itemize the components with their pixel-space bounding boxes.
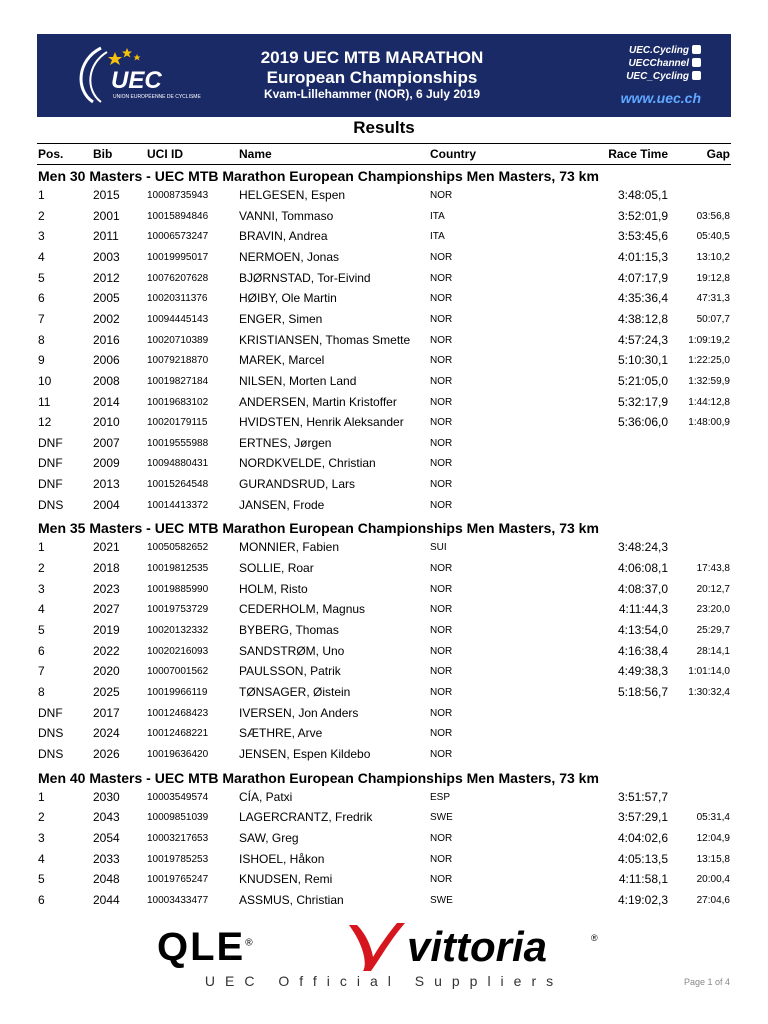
cell-name: ENGER, Simen [239, 311, 323, 326]
cell-race-time: 4:13:54,0 [617, 623, 668, 637]
table-row [0, 582, 768, 602]
table-row [0, 229, 768, 249]
cell-pos: 3 [38, 229, 45, 244]
cell-uci-id: 10019885990 [147, 583, 209, 595]
cell-pos: 6 [38, 643, 45, 658]
cell-pos: DNF [38, 435, 63, 450]
cell-bib: 2016 [93, 332, 120, 347]
cell-name: ISHOEL, Håkon [239, 851, 325, 866]
cell-name: IVERSEN, Jon Anders [239, 705, 359, 720]
cell-country: SWE [430, 812, 453, 824]
table-row [0, 852, 768, 872]
cell-country: NOR [430, 458, 453, 470]
cell-uci-id: 10019995017 [147, 251, 209, 263]
cell-pos: 6 [38, 892, 45, 907]
section-title: Men 30 Masters - UEC MTB Marathon European Championships Men Masters, 73 km [38, 168, 599, 184]
cell-race-time: 5:36:06,0 [617, 415, 668, 430]
cell-pos: 3 [38, 830, 45, 845]
cell-name: HELGESEN, Espen [239, 188, 346, 202]
cell-country: NOR [430, 728, 453, 740]
cell-uci-id: 10020132332 [147, 625, 209, 636]
banner-url[interactable]: www.uec.ch [620, 90, 701, 106]
cell-country: SWE [430, 894, 453, 906]
header-country: Country [430, 147, 476, 161]
cell-pos: 5 [38, 872, 45, 887]
cell-name: SAW, Greg [239, 830, 299, 845]
cell-name: HVIDSTEN, Henrik Aleksander [239, 415, 404, 430]
cell-race-time: 3:52:01,9 [617, 208, 668, 223]
svg-text:UEC: UEC [111, 67, 162, 94]
cell-race-time: 4:11:58,1 [618, 872, 668, 887]
cell-race-time: 4:38:12,8 [617, 311, 668, 326]
cell-uci-id: 10094880431 [147, 458, 209, 470]
cell-country: NOR [430, 686, 453, 698]
cell-race-time: 4:01:15,3 [617, 249, 668, 264]
cell-race-time: 5:21:05,0 [617, 373, 668, 388]
cell-pos: 1 [38, 789, 45, 804]
facebook-icon [692, 45, 701, 54]
cell-country: NOR [430, 707, 453, 719]
cell-uci-id: 10003433477 [147, 894, 209, 906]
cell-name: ERTNES, Jørgen [239, 435, 332, 450]
cell-bib: 2023 [93, 581, 120, 596]
cell-pos: 3 [38, 581, 45, 596]
cell-name: CEDERHOLM, Magnus [239, 602, 366, 617]
cell-race-time: 4:49:38,3 [617, 664, 668, 679]
cell-bib: 2024 [93, 726, 120, 741]
cell-uci-id: 10019827184 [147, 375, 209, 387]
cell-name: BYBERG, Thomas [239, 623, 339, 637]
cell-pos: 8 [38, 332, 45, 347]
cell-bib: 2014 [93, 394, 120, 409]
cell-country: ESP [430, 791, 451, 803]
header-time: Race Time [608, 147, 668, 161]
cell-bib: 2019 [93, 623, 120, 637]
table-row [0, 726, 768, 746]
header-name: Name [239, 147, 272, 161]
cell-pos: 4 [38, 602, 45, 617]
cell-country: NOR [430, 355, 453, 367]
cell-bib: 2011 [93, 229, 119, 244]
table-row [0, 395, 768, 415]
cell-gap: 47:31,3 [696, 293, 730, 305]
svg-text:®: ® [591, 933, 598, 943]
cell-name: BRAVIN, Andrea [239, 229, 328, 244]
cell-pos: 5 [38, 270, 45, 285]
cell-uci-id: 10009851039 [147, 812, 209, 824]
table-row [0, 831, 768, 851]
cell-pos: 4 [38, 249, 45, 264]
cell-country: NOR [430, 334, 453, 346]
cell-race-time: 4:05:13,5 [617, 851, 668, 866]
cell-gap: 05:31,4 [696, 812, 730, 824]
cell-uci-id: 10019812535 [147, 563, 209, 575]
cell-name: ANDERSEN, Martin Kristoffer [239, 394, 397, 409]
table-row [0, 747, 768, 767]
svg-text:vittoria: vittoria [407, 923, 548, 970]
cell-uci-id: 10020216093 [147, 645, 209, 657]
cell-bib: 2004 [93, 497, 120, 512]
cell-uci-id: 10015894846 [147, 210, 209, 222]
cell-country: NOR [430, 437, 453, 449]
cell-pos: 10 [38, 373, 52, 388]
cell-country: NOR [430, 853, 453, 865]
cell-gap: 12:04,9 [696, 832, 730, 844]
cell-bib: 2001 [93, 208, 120, 223]
banner-title [227, 48, 517, 88]
cell-bib: 2048 [93, 872, 120, 887]
cell-gap: 1:01:14,0 [688, 666, 730, 678]
page-title: Results [353, 118, 415, 137]
cell-bib: 2002 [93, 311, 120, 326]
cell-country: NOR [430, 396, 453, 408]
cell-race-time: 4:04:02,6 [617, 830, 668, 845]
cell-bib: 2018 [93, 561, 120, 576]
cell-race-time: 5:10:30,1 [617, 353, 668, 368]
cell-uci-id: 10003549574 [147, 791, 209, 803]
table-row [0, 644, 768, 664]
table-row [0, 374, 768, 394]
cell-race-time: 4:35:36,4 [617, 291, 668, 306]
table-row [0, 333, 768, 353]
cell-gap: 1:32:59,9 [688, 375, 730, 387]
cell-race-time: 4:08:37,0 [617, 581, 668, 596]
cell-race-time: 4:19:02,3 [617, 892, 668, 907]
cell-country: NOR [430, 479, 453, 491]
cell-name: KRISTIANSEN, Thomas Smette [239, 332, 411, 347]
cell-name: KNUDSEN, Remi [239, 872, 333, 887]
cell-country: ITA [430, 231, 445, 243]
cell-race-time: 4:16:38,4 [617, 643, 668, 658]
table-row [0, 540, 768, 560]
cell-gap: 1:30:32,4 [688, 686, 730, 698]
cell-country: NOR [430, 375, 453, 387]
ale-logo: QLE® [157, 925, 255, 969]
cell-country: NOR [430, 625, 453, 636]
social-youtube[interactable]: UECChannel [626, 57, 701, 70]
cell-uci-id: 10012468221 [147, 728, 209, 740]
cell-country: NOR [430, 251, 453, 263]
cell-uci-id: 10094445143 [147, 313, 209, 325]
cell-bib: 2009 [93, 456, 120, 471]
cell-country: NOR [430, 313, 453, 325]
cell-bib: 2044 [93, 892, 120, 907]
cell-bib: 2006 [93, 353, 120, 368]
cell-uci-id: 10014413372 [147, 499, 209, 511]
cell-gap: 1:22:25,0 [688, 355, 730, 367]
table-row [0, 810, 768, 830]
header-uci: UCI ID [147, 147, 183, 161]
table-row [0, 872, 768, 892]
cell-country: NOR [430, 604, 453, 616]
cell-name: NORDKVELDE, Christian [239, 456, 376, 471]
header-bib: Bib [93, 147, 113, 161]
table-row [0, 291, 768, 311]
cell-gap: 03:56,8 [696, 210, 730, 222]
cell-pos: DNS [38, 497, 64, 512]
cell-bib: 2022 [93, 643, 120, 658]
cell-uci-id: 10019555988 [147, 437, 209, 449]
banner-title-line1: 2019 UEC MTB MARATHON [260, 48, 484, 67]
section-title: Men 35 Masters - UEC MTB Marathon European Championships Men Masters, 73 km [38, 520, 599, 537]
cell-name: MONNIER, Fabien [239, 540, 340, 555]
cell-race-time: 4:07:17,9 [617, 270, 668, 285]
header-top-rule [37, 143, 731, 144]
cell-name: SÆTHRE, Arve [239, 726, 323, 741]
svg-text:UNION EUROPÉENNE DE CYCLISME: UNION EUROPÉENNE DE CYCLISME [113, 94, 201, 100]
cell-uci-id: 10006573247 [147, 231, 209, 243]
cell-uci-id: 10007001562 [147, 666, 209, 678]
cell-race-time: 5:32:17,9 [617, 394, 668, 409]
cell-bib: 2008 [93, 373, 120, 388]
cell-uci-id: 10020311376 [147, 293, 208, 305]
cell-country: NOR [430, 645, 453, 657]
cell-uci-id: 10019636420 [147, 748, 209, 760]
cell-pos: DNS [38, 746, 64, 761]
table-row [0, 706, 768, 726]
cell-pos: 2 [38, 810, 45, 825]
cell-gap: 20:12,7 [696, 583, 730, 595]
cell-uci-id: 10008735943 [147, 190, 209, 201]
table-row [0, 271, 768, 291]
cell-pos: DNF [38, 456, 63, 471]
cell-uci-id: 10050582652 [147, 542, 209, 554]
table-row [0, 209, 768, 229]
cell-pos: 2 [38, 561, 45, 576]
banner-title-line2: European Championships [266, 68, 478, 87]
table-row [0, 623, 768, 643]
cell-bib: 2030 [93, 789, 120, 804]
header-banner [37, 34, 731, 117]
cell-name: LAGERCRANTZ, Fredrik [239, 810, 373, 825]
cell-country: NOR [430, 832, 453, 844]
cell-race-time: 3:57:29,1 [617, 810, 668, 825]
cell-bib: 2003 [93, 249, 120, 264]
cell-uci-id: 10012468423 [147, 707, 209, 719]
table-row [0, 893, 768, 913]
cell-name: ASSMUS, Christian [239, 892, 344, 907]
cell-bib: 2027 [93, 602, 120, 617]
cell-country: NOR [430, 190, 453, 201]
uec-logo [71, 40, 201, 110]
table-row [0, 436, 768, 456]
cell-country: NOR [430, 874, 453, 886]
cell-bib: 2005 [93, 291, 120, 306]
cell-pos: 1 [38, 188, 45, 202]
cell-pos: DNS [38, 726, 64, 741]
cell-bib: 2015 [93, 188, 120, 202]
cell-country: NOR [430, 563, 453, 575]
cell-name: NILSEN, Morten Land [239, 373, 357, 388]
cell-uci-id: 10019683102 [147, 396, 209, 408]
cell-country: NOR [430, 293, 453, 305]
cell-gap: 1:44:12,8 [688, 396, 730, 408]
cell-gap: 25:29,7 [696, 625, 730, 636]
cell-race-time: 4:06:08,1 [617, 561, 668, 576]
cell-name: SANDSTRØM, Uno [239, 643, 345, 658]
cell-race-time: 3:48:24,3 [617, 540, 668, 555]
social-twitter[interactable]: UEC_Cycling [626, 70, 701, 83]
cell-name: VANNI, Tommaso [239, 208, 334, 223]
cell-name: GURANDSRUD, Lars [239, 477, 356, 492]
cell-gap: 05:40,5 [696, 231, 730, 243]
cell-pos: DNF [38, 705, 63, 720]
table-row [0, 353, 768, 373]
cell-name: CÍA, Patxi [239, 789, 293, 804]
cell-bib: 2017 [93, 705, 120, 720]
cell-country: NOR [430, 748, 453, 760]
cell-country: NOR [430, 666, 453, 678]
cell-bib: 2012 [93, 270, 120, 285]
cell-uci-id: 10076207628 [147, 272, 209, 284]
cell-uci-id: 10019753729 [147, 604, 209, 616]
cell-gap: 1:48:00,9 [688, 417, 730, 429]
cell-pos: 9 [38, 353, 45, 368]
table-row [0, 685, 768, 705]
cell-country: NOR [430, 417, 453, 429]
cell-bib: 2010 [93, 415, 120, 430]
cell-bib: 2013 [93, 477, 120, 492]
table-row [0, 415, 768, 435]
cell-name: HOLM, Risto [239, 581, 308, 596]
cell-race-time: 4:57:24,3 [617, 332, 668, 347]
cell-name: TØNSAGER, Øistein [239, 684, 351, 699]
header-gap: Gap [706, 147, 730, 161]
table-row [0, 561, 768, 581]
cell-pos: DNF [38, 477, 63, 492]
cell-uci-id: 10020710389 [147, 334, 209, 346]
header-pos: Pos. [38, 147, 64, 161]
cell-name: JENSEN, Espen Kildebo [239, 746, 371, 761]
page-number: Page 1 of 4 [683, 977, 730, 987]
cell-pos: 2 [38, 208, 45, 223]
cell-gap: 19:12,8 [696, 272, 730, 284]
cell-country: SUI [430, 542, 447, 554]
table-row [0, 664, 768, 684]
cell-pos: 7 [38, 664, 45, 679]
cell-bib: 2026 [93, 746, 120, 761]
cell-country: NOR [430, 272, 453, 284]
social-facebook[interactable]: UEC.Cycling [626, 44, 701, 57]
cell-name: PAULSSON, Patrik [239, 664, 341, 679]
cell-uci-id: 10003217653 [147, 832, 209, 844]
twitter-icon [692, 71, 701, 80]
cell-pos: 6 [38, 291, 45, 306]
cell-pos: 1 [38, 540, 45, 555]
cell-uci-id: 10020179115 [147, 417, 208, 429]
table-row [0, 602, 768, 622]
cell-pos: 12 [38, 415, 52, 430]
cell-pos: 5 [38, 623, 45, 637]
cell-race-time: 5:18:56,7 [617, 684, 668, 699]
table-row [0, 790, 768, 810]
cell-name: JANSEN, Frode [239, 497, 325, 512]
cell-gap: 20:00,4 [696, 874, 730, 886]
cell-bib: 2021 [93, 540, 120, 555]
banner-social [626, 44, 701, 83]
cell-uci-id: 10019765247 [147, 874, 209, 886]
cell-name: BJØRNSTAD, Tor-Eivind [239, 270, 371, 285]
cell-gap: 17:43,8 [696, 563, 730, 575]
cell-gap: 13:15,8 [696, 853, 730, 865]
cell-gap: 28:14,1 [696, 645, 730, 657]
cell-bib: 2054 [93, 830, 120, 845]
table-row [0, 250, 768, 270]
cell-race-time: 4:11:44,3 [618, 602, 668, 617]
cell-bib: 2043 [93, 810, 120, 825]
cell-bib: 2025 [93, 684, 120, 699]
vittoria-logo [345, 917, 605, 973]
cell-uci-id: 10079218870 [147, 355, 209, 367]
cell-pos: 7 [38, 311, 45, 326]
header-bottom-rule [37, 164, 731, 165]
cell-gap: 13:10,2 [696, 251, 730, 263]
table-row [0, 312, 768, 332]
cell-pos: 11 [38, 394, 51, 409]
cell-uci-id: 10019966119 [147, 686, 208, 698]
sponsors-footer [0, 915, 768, 975]
cell-gap: 1:09:19,2 [688, 334, 730, 346]
cell-name: MAREK, Marcel [239, 353, 325, 368]
cell-uci-id: 10019785253 [147, 853, 209, 865]
cell-bib: 2020 [93, 664, 120, 679]
cell-pos: 4 [38, 851, 45, 866]
table-row [0, 456, 768, 476]
cell-race-time: 3:48:05,1 [617, 188, 668, 202]
cell-gap: 27:04,6 [696, 894, 730, 906]
cell-gap: 50:07,7 [696, 313, 730, 325]
cell-gap: 23:20,0 [696, 604, 730, 616]
cell-name: NERMOEN, Jonas [239, 249, 340, 264]
youtube-icon [692, 58, 701, 67]
banner-subtitle: Kvam-Lillehammer (NOR), 6 July 2019 [263, 87, 481, 101]
cell-uci-id: 10015264548 [147, 479, 209, 491]
section-title: Men 40 Masters - UEC MTB Marathon European Championships Men Masters, 73 km [38, 769, 599, 786]
cell-race-time: 3:51:57,7 [617, 789, 668, 804]
cell-country: NOR [430, 583, 453, 595]
cell-bib: 2007 [93, 435, 120, 450]
cell-race-time: 3:53:45,6 [617, 229, 668, 244]
cell-pos: 8 [38, 684, 45, 699]
cell-bib: 2033 [93, 851, 120, 866]
table-row [0, 498, 768, 518]
suppliers-caption: UEC Official Suppliers [204, 973, 564, 989]
table-row [0, 188, 768, 208]
cell-country: NOR [430, 499, 453, 511]
cell-country: ITA [430, 210, 445, 222]
table-row [0, 477, 768, 497]
cell-name: HØIBY, Ole Martin [239, 291, 337, 306]
cell-name: SOLLIE, Roar [239, 561, 314, 576]
